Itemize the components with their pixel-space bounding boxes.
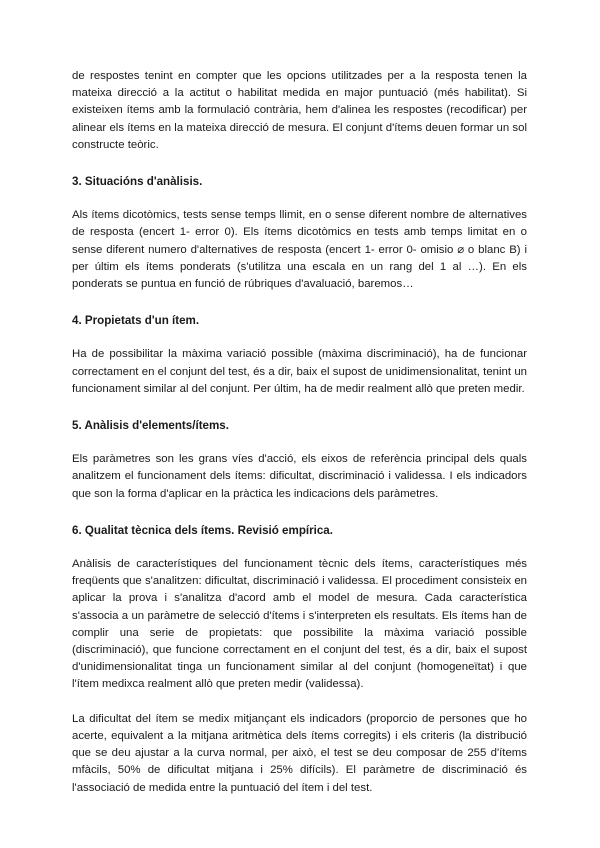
spacer (72, 329, 527, 346)
section-paragraph-technical-quality: Anàlisis de característiques del funcionament tècnic dels ítems, característiques més freqüents que s'analitzen: dificultat, discriminació i validessa. El procediment consisteix en aplicar la prova i s'analitza d'acord amb el model de mesura. Cada característica s'associa a un paràmetre de selecció d'ítems i s'interpreten els resultats. Els ítems han de complir una serie de propietats: que possibilite la màxima variació possible (discriminació), que funcione correctament en el conjunt del test, és a dir, baix el supost d'unidimensionalitat tinga un funcionament similar al del conjunt (homogeneïtat) i que l'ítem medixca realment allò que preten medir (validessa). (72, 558, 527, 691)
section-heading-element-analysis: 5. Anàlisis d'elements/ítems. (72, 419, 229, 433)
spacer (72, 539, 527, 556)
section-heading-item-properties: 4. Propietats d'un ítem. (72, 314, 200, 328)
section-heading-technical-quality: 6. Qualitat tècnica dels ítems. Revisió empírica. (72, 523, 333, 537)
section-paragraph-situations: Als ítems dicotòmics, tests sense temps llimit, en o sense diferent nombre de alternatives de resposta (encert 1- error 0). Els ítems dicotòmics en tests amb temps limitat en o sense diferent numero d'alternatives de resposta (encert 1- error 0- omisio ⌀ o blanc B) i per últim els ítems ponderats (s'utilitza una escala en un rang del 1 al …). En els ponderats se puntua en funció de rúbriques d'avaluació, baremos… (72, 209, 527, 291)
spacer (72, 398, 527, 417)
spacer (72, 434, 527, 451)
spacer (72, 694, 527, 711)
spacer (72, 154, 527, 173)
section-heading-situations: 3. Situacións d'anàlisis. (72, 175, 203, 189)
spacer (72, 190, 527, 207)
section-paragraph-element-analysis: Els paràmetres son les grans víes d'acció, els eixos de referència principal dels quals analitzem el funcionament dels ítems: dificultat, discriminació i validessa. I els indicadors que son la forma d'aplicar en la pràctica les indicacions dels paràmetres. (72, 453, 527, 500)
section-paragraph-difficulty: La dificultat del ítem se medix mitjançant els indicadors (proporcio de persones que ho acerte, equivalent a la mitjana aritmètica dels ítems corregits) i els criteris (la distribució que se deu ajustar a la curva normal, per això, el test se deu composar de 255 d'ítems mfàcils, 50% de dificultat mitjana i 25% difícils). El paràmetre de discriminació és l'associació de medida entre la puntuació del ítem i del test. (72, 712, 527, 794)
section-paragraph-item-properties: Ha de possibilitar la màxima variació possible (màxima discriminació), ha de funcionar correctament en el conjunt del test, és a dir, baix el supost de unidimensionalitat, tenint un funcionament similar al del conjunt. Per últim, ha de medir realment allò que preten medir. (72, 348, 527, 395)
intro-paragraph: de respostes tenint en compter que les opcions utilitzades per a la resposta tenen la mateixa direcció a la actitut o habilitat medida en major puntuació (més habilitat). Si existeixen ítems amb la formulació contrària, hem d'alinea les respostes (recodificar) per alinear els ítems en la mateixa direcció de mesura. El conjunt d'ítems deuen formar un sol constructe teòric. (72, 70, 527, 151)
spacer (72, 293, 527, 312)
document-page (72, 68, 527, 797)
spacer (72, 503, 527, 522)
